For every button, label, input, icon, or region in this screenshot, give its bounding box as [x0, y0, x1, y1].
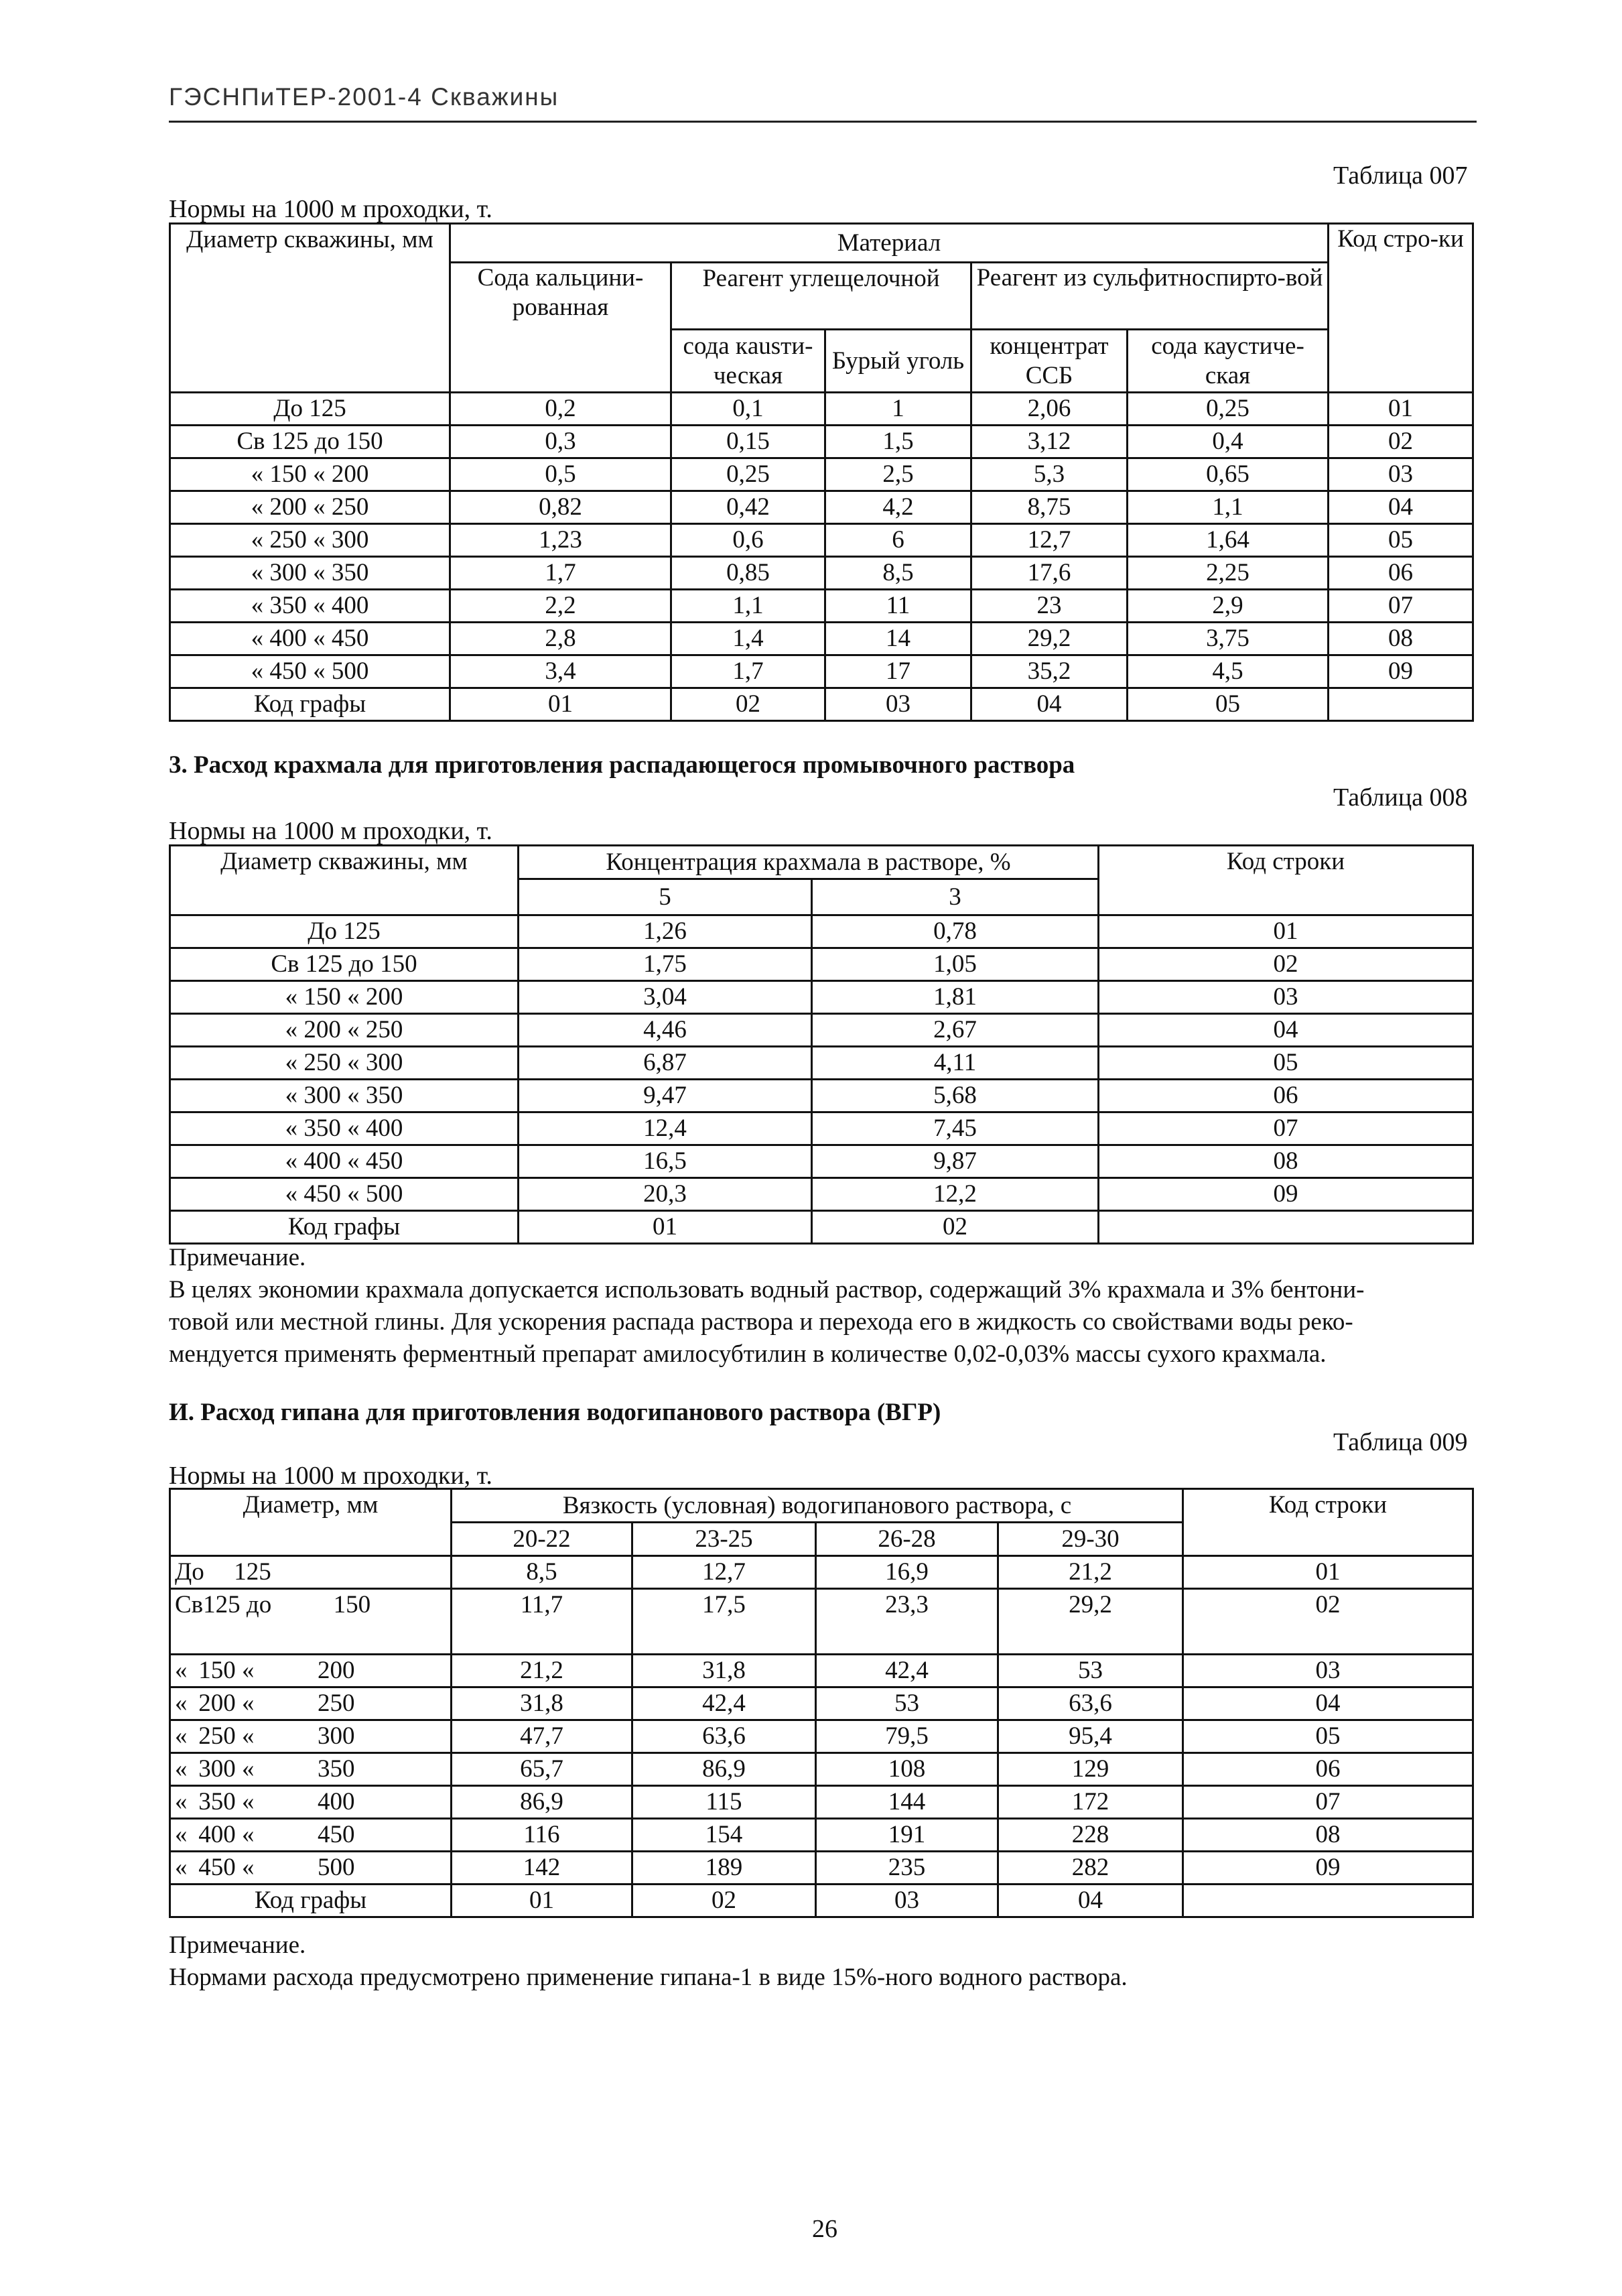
- value-cell: 0,82: [450, 491, 671, 524]
- table009-norm-caption: Нормы на 1000 м проходки, т.: [169, 1462, 492, 1490]
- column-code-row: [170, 688, 1473, 721]
- col-code-header: Код стро-ки: [1329, 224, 1473, 393]
- value-cell: 1,4: [671, 623, 825, 655]
- code-cell: 02: [1183, 1589, 1473, 1655]
- diameter-cell: [170, 1556, 452, 1589]
- value-cell: 17,6: [971, 557, 1128, 590]
- diameter-from: 250 «: [198, 1722, 255, 1750]
- code-cell: 06: [1183, 1753, 1473, 1786]
- table-row: [170, 915, 1473, 948]
- code-cell: 07: [1183, 1786, 1473, 1819]
- diameter-prefix: «: [175, 1788, 188, 1815]
- column-code-cell: 04: [998, 1885, 1183, 1917]
- column-code-row: [170, 1885, 1473, 1917]
- value-cell: 86,9: [452, 1786, 632, 1819]
- value-cell: 86,9: [632, 1753, 816, 1786]
- table-row: [170, 1047, 1473, 1080]
- value-cell: 0,3: [450, 426, 671, 458]
- diameter-cell: « 300 « 350: [170, 1080, 519, 1112]
- column-code-label: Код графы: [170, 1211, 519, 1244]
- value-cell: 0,42: [671, 491, 825, 524]
- value-cell: 115: [632, 1786, 816, 1819]
- code-cell: 05: [1329, 524, 1473, 557]
- code-cell: 08: [1099, 1145, 1473, 1178]
- diameter-cell: « 200 « 250: [170, 1014, 519, 1047]
- value-cell: 1,5: [825, 426, 971, 458]
- value-cell: 228: [998, 1819, 1183, 1852]
- col-concentration-header: Концентрация крахмала в растворе, %: [519, 846, 1099, 879]
- value-cell: 53: [816, 1687, 998, 1720]
- value-cell: 189: [632, 1852, 816, 1885]
- diameter-prefix: «: [175, 1821, 188, 1848]
- diameter-cell: « 450 « 500: [170, 1178, 519, 1211]
- code-cell: 03: [1329, 458, 1473, 491]
- value-cell: 2,06: [971, 393, 1128, 426]
- sub-conc-3: 3: [812, 879, 1099, 915]
- value-cell: 142: [452, 1852, 632, 1885]
- sub-visc: 23-25: [632, 1523, 816, 1556]
- value-cell: 11: [825, 590, 971, 623]
- code-cell: 04: [1183, 1687, 1473, 1720]
- table-row: [170, 948, 1473, 981]
- col-material-header: Материал: [450, 224, 1329, 263]
- col-code-header: Код строки: [1183, 1489, 1473, 1556]
- column-code-label: Код графы: [170, 1885, 452, 1917]
- code-cell: 09: [1329, 655, 1473, 688]
- code-cell: 03: [1183, 1655, 1473, 1687]
- table-row: [170, 1145, 1473, 1178]
- value-cell: 235: [816, 1852, 998, 1885]
- table-row: [170, 981, 1473, 1014]
- value-cell: 5,68: [812, 1080, 1099, 1112]
- code-cell: 05: [1099, 1047, 1473, 1080]
- value-cell: 0,78: [812, 915, 1099, 948]
- value-cell: 3,4: [450, 655, 671, 688]
- value-cell: 1,81: [812, 981, 1099, 1014]
- code-cell: 01: [1329, 393, 1473, 426]
- code-cell: 01: [1183, 1556, 1473, 1589]
- column-code-cell: 02: [671, 688, 825, 721]
- value-cell: 129: [998, 1753, 1183, 1786]
- value-cell: 1,7: [450, 557, 671, 590]
- value-cell: 1,7: [671, 655, 825, 688]
- value-cell: 3,04: [519, 981, 812, 1014]
- value-cell: 42,4: [632, 1687, 816, 1720]
- diameter-to: 250: [318, 1689, 355, 1717]
- diameter-from: 350 «: [198, 1788, 255, 1815]
- value-cell: 4,46: [519, 1014, 812, 1047]
- diameter-cell: « 450 « 500: [170, 655, 450, 688]
- value-cell: 14: [825, 623, 971, 655]
- table-row: [170, 1080, 1473, 1112]
- sub-sulf-soda: сода каустиче-ская: [1128, 330, 1329, 393]
- value-cell: 17,5: [632, 1589, 816, 1655]
- value-cell: 5,3: [971, 458, 1128, 491]
- value-cell: 1: [825, 393, 971, 426]
- value-cell: 0,15: [671, 426, 825, 458]
- value-cell: 23,3: [816, 1589, 998, 1655]
- table-row: [170, 1852, 1473, 1885]
- diameter-to: 400: [318, 1788, 355, 1815]
- value-cell: 1,26: [519, 915, 812, 948]
- value-cell: 1,64: [1128, 524, 1329, 557]
- table-row: [170, 1589, 1473, 1655]
- table008-norm-caption: Нормы на 1000 м проходки, т.: [169, 817, 492, 845]
- col-diameter-header: Диаметр скважины, мм: [170, 224, 450, 393]
- value-cell: 4,2: [825, 491, 971, 524]
- value-cell: 2,2: [450, 590, 671, 623]
- note-title: Примечание.: [169, 1931, 306, 1959]
- code-cell: 08: [1183, 1819, 1473, 1852]
- diameter-cell: [170, 1819, 452, 1852]
- value-cell: 144: [816, 1786, 998, 1819]
- value-cell: 1,05: [812, 948, 1099, 981]
- value-cell: 108: [816, 1753, 998, 1786]
- value-cell: 8,5: [825, 557, 971, 590]
- code-cell: 02: [1099, 948, 1473, 981]
- diameter-cell: « 350 « 400: [170, 1112, 519, 1145]
- diameter-cell: [170, 1753, 452, 1786]
- value-cell: 154: [632, 1819, 816, 1852]
- table-008: [169, 844, 1474, 1245]
- sub-sulf-ssb: концентрат ССБ: [971, 330, 1128, 393]
- diameter-cell: « 400 « 450: [170, 1145, 519, 1178]
- value-cell: 191: [816, 1819, 998, 1852]
- diameter-cell: [170, 1720, 452, 1753]
- column-code-cell: 03: [825, 688, 971, 721]
- value-cell: 0,65: [1128, 458, 1329, 491]
- value-cell: 8,5: [452, 1556, 632, 1589]
- value-cell: 16,5: [519, 1145, 812, 1178]
- note-line: мендуется применять ферментный препарат амилосубтилин в количестве 0,02-0,03% массы сухого крахмала.: [169, 1340, 1327, 1368]
- diameter-to: 200: [318, 1657, 355, 1684]
- column-code-cell: 01: [450, 688, 671, 721]
- code-cell: 07: [1329, 590, 1473, 623]
- value-cell: 0,25: [671, 458, 825, 491]
- code-cell: 04: [1329, 491, 1473, 524]
- value-cell: 31,8: [632, 1655, 816, 1687]
- value-cell: 2,9: [1128, 590, 1329, 623]
- table-row: [170, 1819, 1473, 1852]
- col-diameter-header: Диаметр, мм: [170, 1489, 452, 1556]
- table-row: [170, 655, 1473, 688]
- table-row: [170, 1786, 1473, 1819]
- table-row: [170, 1014, 1473, 1047]
- value-cell: 35,2: [971, 655, 1128, 688]
- value-cell: 12,4: [519, 1112, 812, 1145]
- value-cell: 95,4: [998, 1720, 1183, 1753]
- value-cell: 0,6: [671, 524, 825, 557]
- diameter-cell: До 125: [170, 915, 519, 948]
- table-row: [170, 426, 1473, 458]
- header-rule: [169, 121, 1477, 123]
- value-cell: 53: [998, 1655, 1183, 1687]
- value-cell: 6: [825, 524, 971, 557]
- value-cell: 2,8: [450, 623, 671, 655]
- table-row: [170, 393, 1473, 426]
- table-row: [170, 590, 1473, 623]
- value-cell: 3,75: [1128, 623, 1329, 655]
- col-viscosity-header: Вязкость (условная) водогипанового раствора, с: [452, 1489, 1183, 1523]
- diameter-from: 125 до: [203, 1591, 272, 1618]
- value-cell: 282: [998, 1852, 1183, 1885]
- value-cell: 9,47: [519, 1080, 812, 1112]
- value-cell: 4,5: [1128, 655, 1329, 688]
- diameter-from: 300 «: [198, 1755, 255, 1783]
- diameter-prefix: «: [175, 1854, 188, 1881]
- value-cell: 63,6: [632, 1720, 816, 1753]
- value-cell: 6,87: [519, 1047, 812, 1080]
- table007-norm-caption: Нормы на 1000 м проходки, т.: [169, 195, 492, 223]
- value-cell: 17: [825, 655, 971, 688]
- value-cell: 0,85: [671, 557, 825, 590]
- value-cell: 0,4: [1128, 426, 1329, 458]
- value-cell: 0,1: [671, 393, 825, 426]
- page-number: 26: [812, 2215, 837, 2243]
- value-cell: 47,7: [452, 1720, 632, 1753]
- value-cell: 11,7: [452, 1589, 632, 1655]
- value-cell: 16,9: [816, 1556, 998, 1589]
- value-cell: 1,75: [519, 948, 812, 981]
- table-row: [170, 458, 1473, 491]
- value-cell: 9,87: [812, 1145, 1099, 1178]
- diameter-prefix: «: [175, 1722, 188, 1750]
- table-row: [170, 1655, 1473, 1687]
- col-sulf-header: Реагент из сульфитноспирто-вой: [971, 263, 1329, 330]
- table-row: [170, 1178, 1473, 1211]
- value-cell: 63,6: [998, 1687, 1183, 1720]
- empty-cell: [1183, 1885, 1473, 1917]
- value-cell: 0,5: [450, 458, 671, 491]
- column-code-cell: 02: [632, 1885, 816, 1917]
- value-cell: 79,5: [816, 1720, 998, 1753]
- diameter-to: 450: [318, 1821, 355, 1848]
- code-cell: 02: [1329, 426, 1473, 458]
- col-ugl-header: Реагент углещелочной: [671, 263, 971, 330]
- column-code-cell: 02: [812, 1211, 1099, 1244]
- sub-visc: 29-30: [998, 1523, 1183, 1556]
- table-row: [170, 1753, 1473, 1786]
- value-cell: 20,3: [519, 1178, 812, 1211]
- diameter-cell: До 125: [170, 393, 450, 426]
- diameter-cell: [170, 1786, 452, 1819]
- value-cell: 65,7: [452, 1753, 632, 1786]
- diameter-cell: « 300 « 350: [170, 557, 450, 590]
- diameter-cell: « 250 « 300: [170, 1047, 519, 1080]
- section-i-heading: И. Расход гипана для приготовления водогипанового раствора (ВГР): [169, 1399, 941, 1426]
- value-cell: 12,7: [632, 1556, 816, 1589]
- value-cell: 31,8: [452, 1687, 632, 1720]
- table-row: [170, 1687, 1473, 1720]
- col-diameter-header: Диаметр скважины, мм: [170, 846, 519, 915]
- sub-visc: 26-28: [816, 1523, 998, 1556]
- col-code-header: Код строки: [1099, 846, 1473, 915]
- diameter-cell: « 350 « 400: [170, 590, 450, 623]
- value-cell: 3,12: [971, 426, 1128, 458]
- table008-label: Таблица 008: [1333, 783, 1468, 812]
- table-row: [170, 1112, 1473, 1145]
- column-code-cell: 01: [519, 1211, 812, 1244]
- diameter-to: 300: [318, 1722, 355, 1750]
- running-head: ГЭСНПиТЕР-2001-4 Скважины: [169, 83, 559, 111]
- diameter-cell: « 250 « 300: [170, 524, 450, 557]
- code-cell: 07: [1099, 1112, 1473, 1145]
- code-cell: 06: [1329, 557, 1473, 590]
- note-line: товой или местной глины. Для ускорения распада раствора и перехода его в жидкость со свойствами воды реко-: [169, 1308, 1353, 1336]
- diameter-prefix: Св: [175, 1591, 204, 1618]
- table-row: [170, 1556, 1473, 1589]
- value-cell: 2,25: [1128, 557, 1329, 590]
- value-cell: 21,2: [452, 1655, 632, 1687]
- value-cell: 2,5: [825, 458, 971, 491]
- sub-ugl-coal: Бурый уголь: [825, 330, 971, 393]
- diameter-prefix: До: [175, 1558, 204, 1586]
- value-cell: 23: [971, 590, 1128, 623]
- table-row: [170, 524, 1473, 557]
- diameter-from: 450 «: [198, 1854, 255, 1881]
- code-cell: 04: [1099, 1014, 1473, 1047]
- sub-visc: 20-22: [452, 1523, 632, 1556]
- diameter-cell: [170, 1589, 452, 1655]
- diameter-to: 500: [318, 1854, 355, 1881]
- section-3-heading: 3. Расход крахмала для приготовления распадающегося промывочного раствора: [169, 751, 1075, 779]
- diameter-prefix: «: [175, 1689, 188, 1717]
- diameter-cell: « 150 « 200: [170, 981, 519, 1014]
- diameter-cell: [170, 1687, 452, 1720]
- diameter-to: 150: [333, 1591, 371, 1618]
- table-row: [170, 557, 1473, 590]
- diameter-cell: « 200 « 250: [170, 491, 450, 524]
- sub-ugl-soda: сода кausти-ческая: [671, 330, 825, 393]
- value-cell: 1,1: [671, 590, 825, 623]
- diameter-from: 150 «: [198, 1657, 255, 1684]
- code-cell: 01: [1099, 915, 1473, 948]
- diameter-from: 125: [234, 1558, 271, 1586]
- col-soda-header: Сода кальцини-рованная: [450, 263, 671, 393]
- value-cell: 116: [452, 1819, 632, 1852]
- diameter-to: 350: [318, 1755, 355, 1783]
- empty-cell: [1099, 1211, 1473, 1244]
- table-007: [169, 222, 1474, 722]
- code-cell: 03: [1099, 981, 1473, 1014]
- value-cell: 29,2: [998, 1589, 1183, 1655]
- code-cell: 06: [1099, 1080, 1473, 1112]
- table007-label: Таблица 007: [1333, 162, 1468, 190]
- value-cell: 21,2: [998, 1556, 1183, 1589]
- note-line: Нормами расхода предусмотрено применение гипана-1 в виде 15%-ного водного раствора.: [169, 1964, 1128, 1991]
- value-cell: 7,45: [812, 1112, 1099, 1145]
- code-cell: 05: [1183, 1720, 1473, 1753]
- value-cell: 1,1: [1128, 491, 1329, 524]
- diameter-cell: « 150 « 200: [170, 458, 450, 491]
- code-cell: 09: [1183, 1852, 1473, 1885]
- empty-cell: [1329, 688, 1473, 721]
- value-cell: 0,25: [1128, 393, 1329, 426]
- note-line: В целях экономии крахмала допускается использовать водный раствор, содержащий 3% крахмала и 3% бентони-: [169, 1276, 1365, 1303]
- sub-conc-5: 5: [519, 879, 812, 915]
- table-row: [170, 491, 1473, 524]
- diameter-cell: « 400 « 450: [170, 623, 450, 655]
- table-row: [170, 623, 1473, 655]
- code-cell: 08: [1329, 623, 1473, 655]
- diameter-from: 400 «: [198, 1821, 255, 1848]
- value-cell: 2,67: [812, 1014, 1099, 1047]
- diameter-prefix: «: [175, 1755, 188, 1783]
- column-code-row: [170, 1211, 1473, 1244]
- diameter-cell: [170, 1655, 452, 1687]
- column-code-cell: 03: [816, 1885, 998, 1917]
- column-code-cell: 04: [971, 688, 1128, 721]
- value-cell: 8,75: [971, 491, 1128, 524]
- note-title: Примечание.: [169, 1244, 306, 1271]
- diameter-cell: [170, 1852, 452, 1885]
- value-cell: 12,2: [812, 1178, 1099, 1211]
- value-cell: 0,2: [450, 393, 671, 426]
- value-cell: 4,11: [812, 1047, 1099, 1080]
- value-cell: 42,4: [816, 1655, 998, 1687]
- diameter-cell: Св 125 до 150: [170, 426, 450, 458]
- table009-label: Таблица 009: [1333, 1428, 1468, 1456]
- value-cell: 29,2: [971, 623, 1128, 655]
- table-row: [170, 1720, 1473, 1753]
- column-code-cell: 05: [1128, 688, 1329, 721]
- diameter-from: 200 «: [198, 1689, 255, 1717]
- column-code-label: Код графы: [170, 688, 450, 721]
- code-cell: 09: [1099, 1178, 1473, 1211]
- value-cell: 172: [998, 1786, 1183, 1819]
- column-code-cell: 01: [452, 1885, 632, 1917]
- diameter-cell: Св 125 до 150: [170, 948, 519, 981]
- value-cell: 12,7: [971, 524, 1128, 557]
- value-cell: 1,23: [450, 524, 671, 557]
- table-009: [169, 1488, 1474, 1918]
- diameter-prefix: «: [175, 1657, 188, 1684]
